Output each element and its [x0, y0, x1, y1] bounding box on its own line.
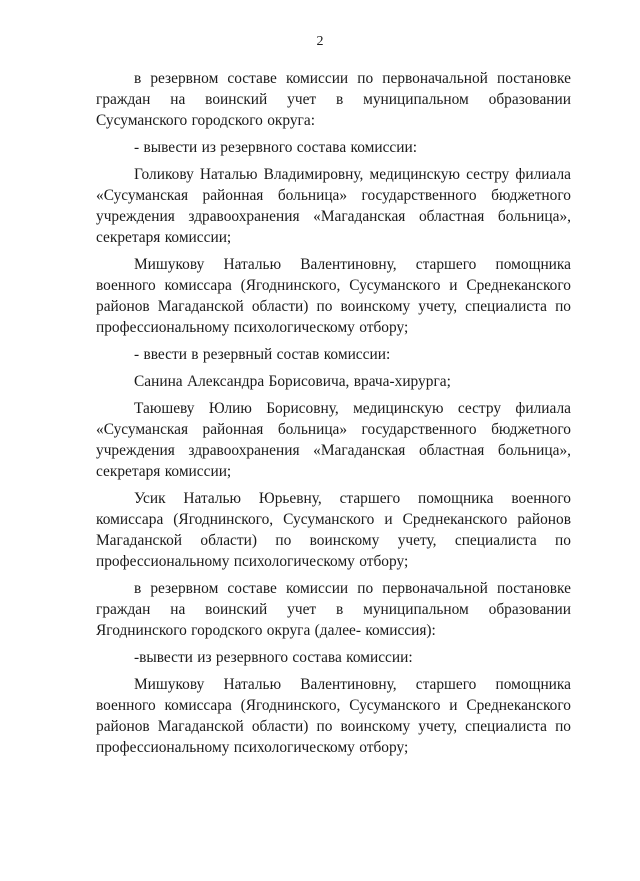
paragraph-remove-from-reserve: - вывести из резервного состава комиссии: — [134, 139, 417, 156]
paragraph-mishukova-2: Мишукову Наталью Валентиновну, старшего помощника военного комиссара (Ягоднинского, Сусуманского и Среднеканского районов Магаданской области) по воинскому учету, специалиста по профессиональному психологическому отбору; — [96, 676, 571, 756]
paragraph-add-to-reserve: - ввести в резервный состав комиссии: — [134, 346, 391, 363]
page-number: 2 — [316, 34, 324, 49]
paragraph-remove-from-reserve-2: -вывести из резервного состава комиссии: — [134, 649, 413, 666]
paragraph-susuman-reserve-intro: в резервном составе комиссии по первоначальной постановке граждан на воинский учет в муниципальном образовании Сусуманского городского округа: — [96, 70, 571, 129]
paragraph-golikova: Голикову Наталью Владимировну, медицинскую сестру филиала «Сусуманская районная больница» государственного бюджетного учреждения здравоохранения «Магаданская областная больница», секретаря комиссии; — [96, 166, 571, 246]
paragraph-tayusheva: Таюшеву Юлию Борисовну, медицинскую сестру филиала «Сусуманская районная больница» государственного бюджетного учреждения здравоохранения «Магаданская областная больница», секретаря комиссии; — [96, 400, 571, 480]
paragraph-sanin: Санина Александра Борисовича, врача-хирурга; — [134, 373, 451, 390]
document-body — [96, 68, 571, 764]
paragraph-mishukova: Мишукову Наталью Валентиновну, старшего помощника военного комиссара (Ягоднинского, Сусуманского и Среднеканского районов Магаданской области) по воинскому учету, специалиста по профессиональному психологическому отбору; — [96, 256, 571, 336]
paragraph-yagodnoe-reserve-intro: в резервном составе комиссии по первоначальной постановке граждан на воинский учет в муниципальном образовании Ягоднинского городского округа (далее- комиссия): — [96, 580, 571, 639]
paragraph-usik: Усик Наталью Юрьевну, старшего помощника военного комиссара (Ягоднинского, Сусуманского и Среднеканского районов Магаданской области) по воинскому учету, специалиста по профессиональному психологическому отбору; — [96, 490, 571, 570]
